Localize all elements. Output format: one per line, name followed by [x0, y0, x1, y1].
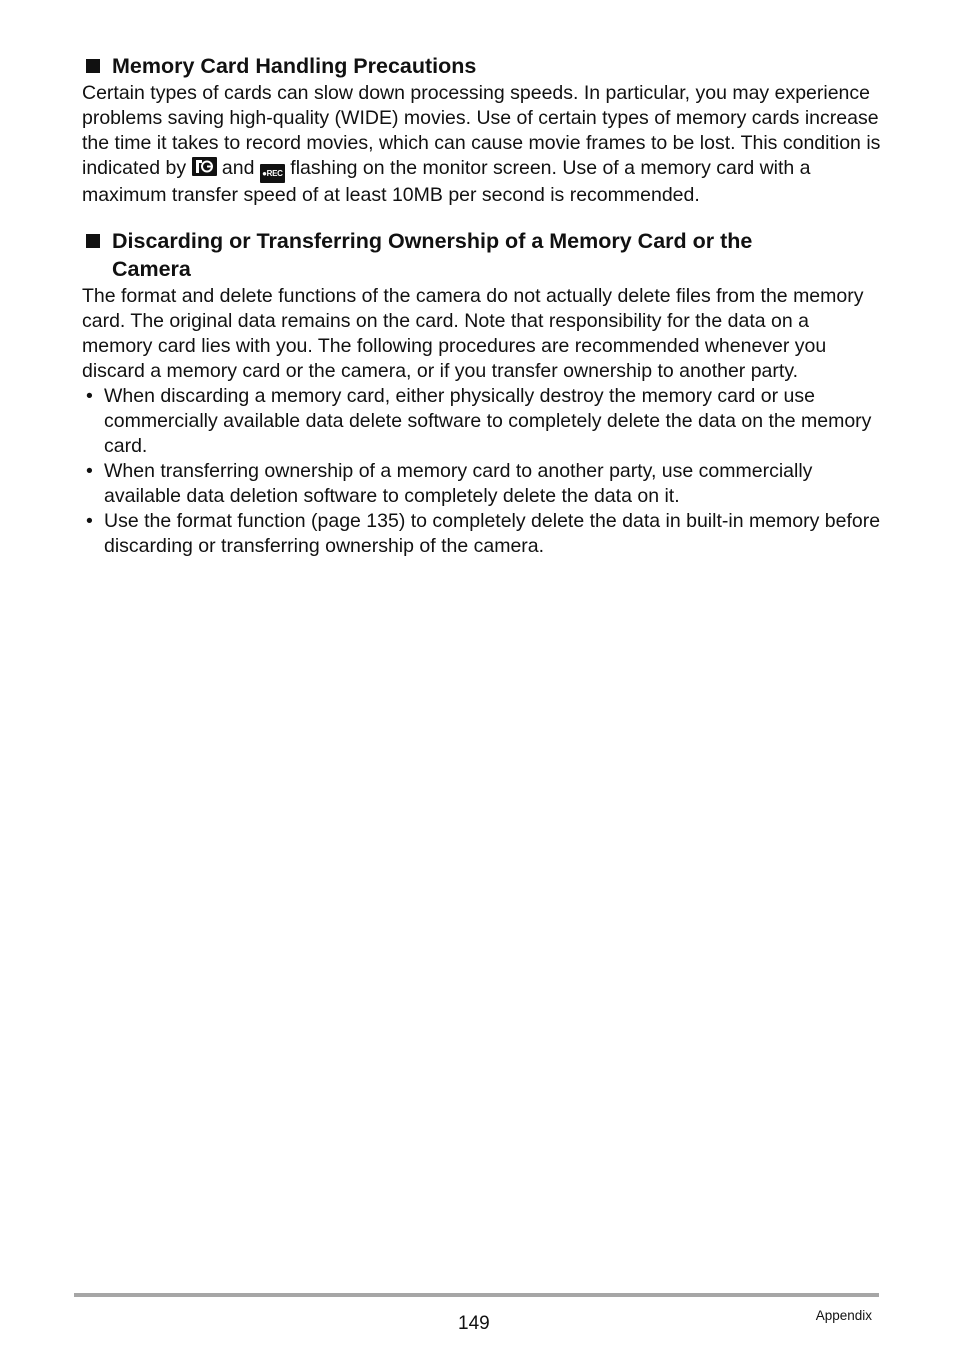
paragraph-text-part3: flashing on the monitor screen. Use of a memory card with a maximum transfer speed of at least 10MB per second is recommended.: [82, 157, 811, 206]
heading-square-icon: [86, 59, 100, 73]
discarding-paragraph: The format and delete functions of the camera do not actually delete files from the memory card. The original data remains on the card. Note that responsibility for the data on a memory card lies with you. The following procedures are recommended whenever you discard a memory card or the camera, or if you transfer ownership to another party.: [82, 285, 864, 382]
list-item-text: When discarding a memory card, either physically destroy the memory card or use commercially available data delete software to completely delete the data on the memory card.: [104, 385, 872, 457]
section-heading-discarding: [82, 227, 882, 283]
paragraph-text-part1: Certain types of cards can slow down processing speeds. In particular, you may experience problems saving high-quality (WIDE) movies. Use of certain types of memory cards increase the time it takes to record movies, which can cause movie frames to be lost. This condition is indicated by: [82, 82, 881, 179]
section-spacer: [82, 208, 882, 227]
bullet-icon: •: [86, 460, 93, 482]
memory-card-handling-paragraph: [82, 81, 882, 208]
recommendation-list: [82, 384, 882, 559]
section-heading-text: Memory Card Handling Precautions: [112, 54, 477, 78]
bullet-icon: •: [86, 385, 93, 407]
section-heading-text-line2: Camera: [112, 257, 191, 281]
section-heading-memory-card-handling: [82, 52, 882, 80]
list-item-text: Use the format function (page 135) to completely delete the data in built-in memory before discarding or transferring ownership of the camera.: [104, 510, 881, 557]
list-item: [82, 509, 882, 559]
footer-divider: [74, 1293, 879, 1297]
section-heading-text-line1: Discarding or Transferring Ownership of a Memory Card or the: [112, 229, 753, 253]
list-item: [82, 459, 882, 509]
paragraph-text-part2: and: [216, 157, 260, 179]
list-item: [82, 384, 882, 459]
footer-section-label: Appendix: [815, 1308, 872, 1323]
page-number: 149: [458, 1313, 490, 1334]
heading-square-icon: [86, 234, 100, 248]
bullet-icon: •: [86, 510, 93, 532]
movie-record-slow-icon: [192, 157, 217, 176]
page-content: [82, 52, 882, 559]
rec-icon: ●REC: [260, 164, 285, 183]
list-item-text: When transferring ownership of a memory card to another party, use commercially available data deletion software to completely delete the data on it.: [104, 460, 813, 507]
